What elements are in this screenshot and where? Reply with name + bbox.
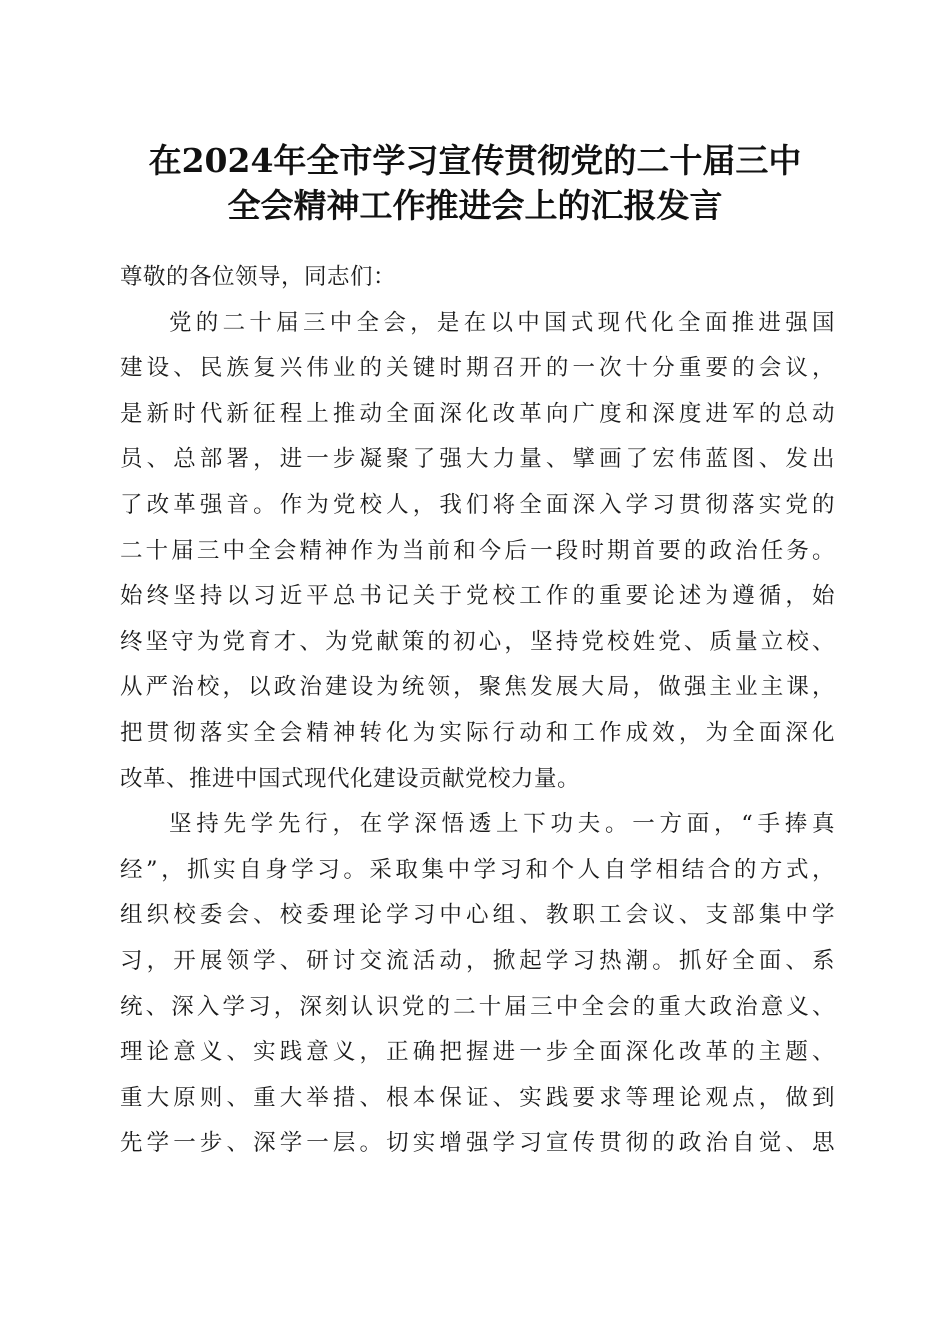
text-line: 理论意义、实践意义，正确把握进一步全面深化改革的主题、 [120, 1039, 835, 1066]
text-line: 组织校委会、校委理论学习中心组、教职工会议、支部集中学 [120, 902, 835, 929]
text-line: 先学一步、深学一层。切实增强学习宣传贯彻的政治自觉、思 [120, 1130, 835, 1157]
text-line: 统、深入学习，深刻认识党的二十届三中全会的重大政治意义、 [120, 993, 835, 1020]
text-line: 坚持先学先行，在学深悟透上下功夫。一方面，“手捧真 [169, 811, 835, 838]
text-line: 员、总部署，进一步凝聚了强大力量、擘画了宏伟蓝图、发出 [120, 446, 835, 473]
text-line: 党的二十届三中全会，是在以中国式现代化全面推进强国 [169, 309, 835, 336]
document-body [120, 255, 835, 1167]
paragraph-2 [120, 802, 835, 1167]
document-title [100, 138, 850, 228]
text-line: 从严治校，以政治建设为统领，聚焦发展大局，做强主业主课， [120, 674, 835, 701]
text-line: 是新时代新征程上推动全面深化改革向广度和深度进军的总动 [120, 400, 835, 427]
text-line: 改革、推进中国式现代化建设贡献党校力量。 [120, 765, 581, 792]
text-line: 经”，抓实自身学习。采取集中学习和个人自学相结合的方式， [120, 856, 835, 883]
text-line: 习，开展领学、研讨交流活动，掀起学习热潮。抓好全面、系 [120, 947, 835, 974]
text-line: 把贯彻落实全会精神转化为实际行动和工作成效，为全面深化 [120, 719, 835, 746]
title-line-2: 全会精神工作推进会上的汇报发言 [227, 186, 723, 225]
text-line: 始终坚持以习近平总书记关于党校工作的重要论述为遵循，始 [120, 583, 835, 610]
salutation: 尊敬的各位领导，同志们： [120, 264, 397, 290]
text-line: 建设、民族复兴伟业的关键时期召开的一次十分重要的会议， [120, 355, 835, 382]
text-line: 二十届三中全会精神作为当前和今后一段时期首要的政治任务。 [120, 537, 835, 564]
text-line: 了改革强音。作为党校人，我们将全面深入学习贯彻落实党的 [120, 491, 835, 518]
text-line: 终坚守为党育才、为党献策的初心，坚持党校姓党、质量立校、 [120, 628, 835, 655]
paragraph-1 [120, 301, 835, 803]
title-line-1: 在2024年全市学习宣传贯彻党的二十届三中 [148, 141, 802, 180]
text-line: 重大原则、重大举措、根本保证、实践要求等理论观点，做到 [120, 1084, 835, 1111]
